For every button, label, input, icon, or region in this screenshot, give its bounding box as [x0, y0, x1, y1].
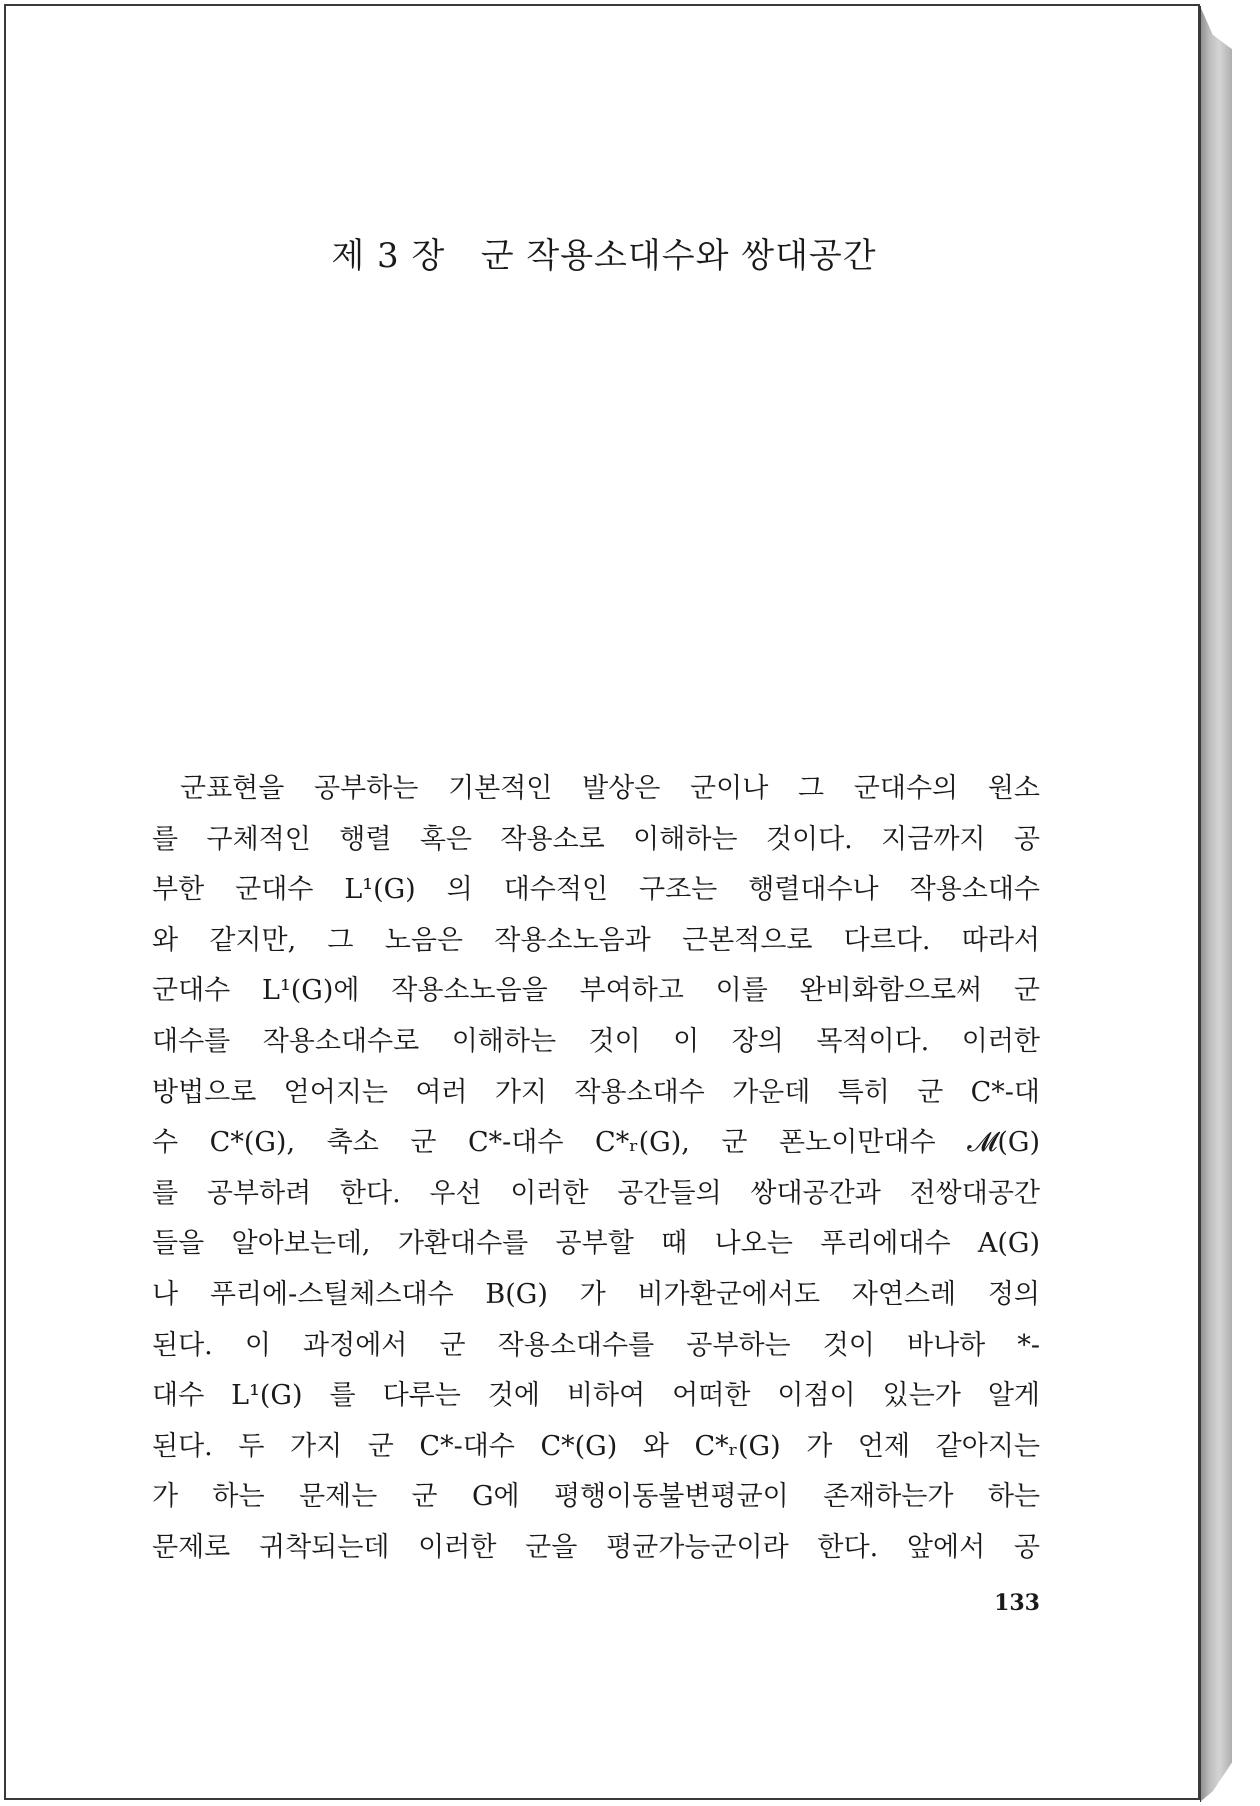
book-page	[4, 4, 1200, 1800]
text-line: 문제로 귀착되는데 이러한 군을 평균가능군이라 한다. 앞에서 공	[152, 1531, 1040, 1563]
text-line: 나 푸리에-스틸체스대수 B(G) 가 비가환군에서도 자연스레 정의	[152, 1278, 1040, 1310]
text-line: 된다. 이 과정에서 군 작용소대수를 공부하는 것이 바나하 *-	[152, 1329, 1040, 1361]
text-line: 방법으로 얻어지는 여러 가지 작용소대수 가운데 특히 군 C*-대	[152, 1076, 1040, 1108]
text-line: 군표현을 공부하는 기본적인 발상은 군이나 그 군대수의 원소	[180, 773, 1040, 804]
page-number: 133	[994, 1590, 1040, 1616]
text-line: 수 C*(G), 축소 군 C*-대수 C*ᵣ(G), 군 폰노이만대수 𝓜(G)	[152, 1127, 1040, 1159]
text-line: 부한 군대수 L¹(G) 의 대수적인 구조는 행렬대수나 작용소대수	[152, 874, 1040, 906]
text-line: 를 구체적인 행렬 혹은 작용소로 이해하는 것이다. 지금까지 공	[152, 823, 1040, 855]
text-line: 군대수 L¹(G)에 작용소노음을 부여하고 이를 완비화함으로써 군	[152, 975, 1040, 1007]
body-paragraph	[152, 764, 1040, 1574]
text-line: 된다. 두 가지 군 C*-대수 C*(G) 와 C*ᵣ(G) 가 언제 같아지는	[152, 1430, 1040, 1462]
page-stack-edge	[1200, 6, 1232, 1802]
text-line: 대수 L¹(G) 를 다루는 것에 비하여 어떠한 이점이 있는가 알게	[152, 1380, 1040, 1412]
text-line: 가 하는 문제는 군 G에 평행이동불변평균이 존재하는가 하는	[152, 1481, 1040, 1513]
text-line: 대수를 작용소대수로 이해하는 것이 이 장의 목적이다. 이러한	[152, 1025, 1040, 1057]
text-line: 를 공부하려 한다. 우선 이러한 공간들의 쌍대공간과 전쌍대공간	[152, 1177, 1040, 1209]
text-line: 와 같지만, 그 노음은 작용소노음과 근본적으로 다르다. 따라서	[152, 924, 1040, 956]
chapter-title: 제 3 장 군 작용소대수와 쌍대공간	[331, 236, 877, 276]
page-edge-line	[1200, 6, 1201, 1802]
text-line: 들을 알아보는데, 가환대수를 공부할 때 나오는 푸리에대수 A(G)	[152, 1228, 1040, 1260]
